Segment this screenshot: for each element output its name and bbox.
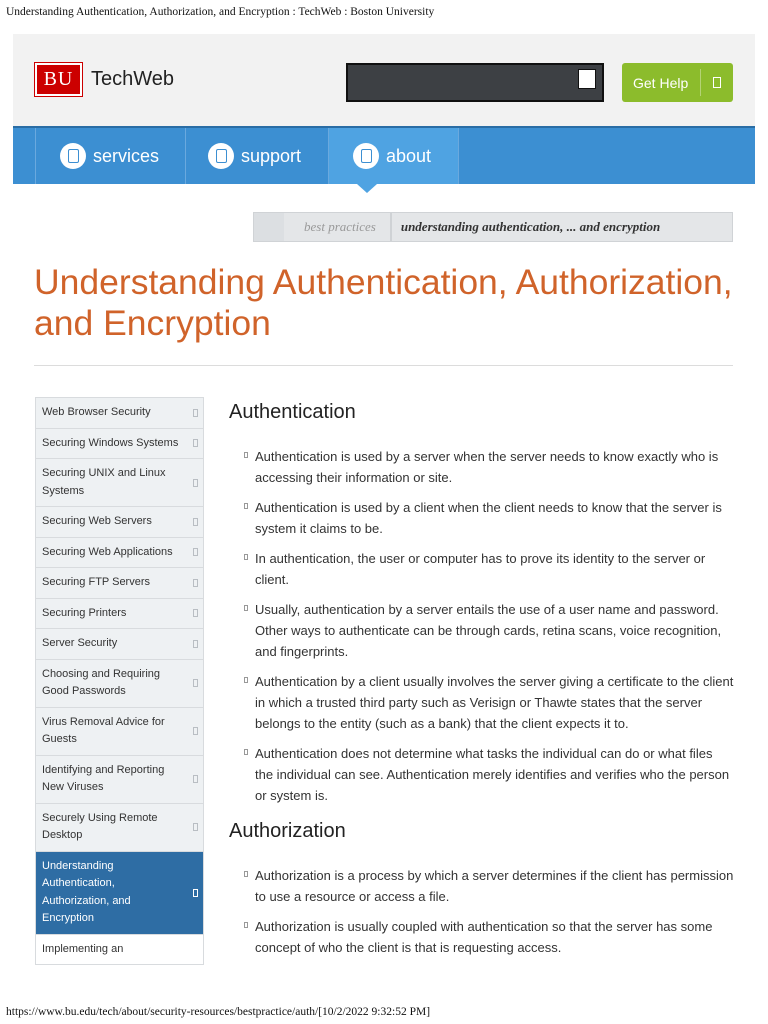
- chevron-right-icon: [193, 889, 198, 897]
- bullet-icon: [244, 871, 248, 877]
- chevron-right-icon: [193, 727, 198, 735]
- page-title: Understanding Authentication, Authorization, and Encryption: [34, 262, 733, 343]
- main-content: [229, 400, 734, 967]
- title-divider: [34, 365, 733, 366]
- support-icon: [208, 143, 234, 169]
- breadcrumb-home[interactable]: [254, 213, 284, 241]
- bullet-icon: [244, 749, 248, 755]
- chevron-right-icon: [193, 775, 198, 783]
- chevron-right-icon: [193, 479, 198, 487]
- sidebar-item-label: Server Security: [42, 637, 118, 649]
- get-help-button[interactable]: [622, 63, 733, 102]
- authentication-list: [229, 446, 734, 806]
- nav-services[interactable]: [35, 128, 186, 184]
- chevron-right-icon: [193, 439, 198, 447]
- sidebar-item-label: Virus Removal Advice for Guests: [42, 715, 165, 745]
- sidebar-item-label: Securing Web Applications: [42, 545, 173, 558]
- list-item: [229, 865, 734, 907]
- chevron-right-icon: [193, 609, 198, 617]
- heading-authentication: Authentication: [229, 401, 356, 423]
- sidebar-nav: [35, 397, 204, 965]
- sidebar-item-remote-desktop[interactable]: [36, 804, 203, 852]
- chevron-right-icon: [193, 823, 198, 831]
- sidebar-item-label: Securing Printers: [42, 606, 127, 619]
- bullet-icon: [244, 452, 248, 458]
- breadcrumb: [253, 212, 733, 242]
- sidebar-item-label: Understanding Authentication, Authorization, and Encryption: [42, 859, 131, 924]
- active-nav-pointer: [357, 184, 377, 193]
- nav-about[interactable]: [329, 128, 459, 184]
- sidebar-item-label: Identifying and Reporting New Viruses: [42, 763, 165, 793]
- sidebar-item-securing-ftp-servers[interactable]: [36, 568, 203, 599]
- sidebar-item-label: Securing UNIX and Linux Systems: [42, 467, 166, 497]
- sidebar-item-good-passwords[interactable]: [36, 660, 203, 708]
- about-icon: [353, 143, 379, 169]
- chevron-right-icon: [193, 518, 198, 526]
- sidebar-item-securing-printers[interactable]: [36, 599, 203, 630]
- chevron-right-icon: [193, 640, 198, 648]
- sidebar-item-securing-unix-linux[interactable]: [36, 459, 203, 507]
- help-icon: [713, 77, 721, 88]
- bullet-icon: [244, 605, 248, 611]
- search-input[interactable]: [346, 63, 604, 102]
- list-item-text: Authentication by a client usually involves the server giving a certificate to the client in which a trusted third party such as Verisign or Thawte states that the server belongs to the entity (such as a bank) that the client expects it to.: [255, 674, 734, 731]
- breadcrumb-current: understanding authentication, ... and encryption: [400, 219, 661, 234]
- site-name: TechWeb: [91, 68, 175, 90]
- heading-authorization: Authorization: [229, 820, 346, 842]
- chevron-right-icon: [193, 548, 198, 556]
- sidebar-item-label: Implementing an: [42, 942, 124, 955]
- sidebar-item-web-browser-security[interactable]: [36, 398, 203, 429]
- sidebar-item-reporting-viruses[interactable]: [36, 756, 203, 804]
- bu-logo: BU: [35, 63, 82, 96]
- chevron-right-icon: [193, 409, 198, 417]
- print-header: Understanding Authentication, Authorization, and Encryption : TechWeb : Boston University: [6, 6, 435, 18]
- masthead: [13, 34, 755, 126]
- list-item: [229, 497, 734, 539]
- list-item-text: In authentication, the user or computer has to prove its identity to the server or client.: [255, 551, 706, 587]
- chevron-right-icon: [193, 579, 198, 587]
- print-footer: https://www.bu.edu/tech/about/security-resources/bestpractice/auth/[10/2/2022 9:32:52 PM]: [6, 1006, 431, 1018]
- breadcrumb-best-practices[interactable]: best practices: [284, 213, 392, 241]
- chevron-right-icon: [193, 679, 198, 687]
- list-item-text: Authorization is a process by which a server determines if the client has permission to use a resource or access a file.: [255, 868, 734, 904]
- list-item-text: Authorization is usually coupled with authentication so that the server has some concept of who the client is that is requesting access.: [255, 919, 713, 955]
- list-item-text: Authentication does not determine what tasks the individual can do or what files the individual can see. Authentication merely identifies and verifies who the person or system is.: [255, 746, 730, 803]
- nav-about-label: about: [386, 145, 432, 166]
- sidebar-item-server-security[interactable]: [36, 629, 203, 660]
- nav-support[interactable]: [186, 128, 329, 184]
- sidebar-item-securing-web-applications[interactable]: [36, 538, 203, 569]
- bullet-icon: [244, 554, 248, 560]
- main-nav: [13, 126, 755, 184]
- list-item-text: Authentication is used by a client when the client needs to know that the server is system it claims to be.: [255, 500, 722, 536]
- sidebar-item-label: Securing Windows Systems: [42, 436, 179, 449]
- nav-services-label: services: [93, 145, 160, 166]
- list-item: [229, 599, 734, 662]
- sidebar-item-virus-removal[interactable]: [36, 708, 203, 756]
- list-item: [229, 916, 734, 958]
- bullet-icon: [244, 922, 248, 928]
- list-item: [229, 671, 734, 734]
- sidebar-item-implementing[interactable]: [36, 935, 203, 965]
- sidebar-item-label: Web Browser Security: [42, 406, 151, 418]
- sidebar-item-authentication-active[interactable]: [36, 852, 203, 935]
- sidebar-item-securing-windows-systems[interactable]: [36, 429, 203, 460]
- list-item: [229, 548, 734, 590]
- sidebar-item-securing-web-servers[interactable]: [36, 507, 203, 538]
- sidebar-item-label: Securing FTP Servers: [42, 576, 151, 588]
- services-icon: [60, 143, 86, 169]
- bullet-icon: [244, 503, 248, 509]
- page: [13, 34, 755, 980]
- list-item: [229, 446, 734, 488]
- list-item: [229, 743, 734, 806]
- sidebar-item-label: Securing Web Servers: [42, 515, 152, 527]
- list-item-text: Usually, authentication by a server entails the use of a user name and password. Other ways to authenticate can be through cards, retina scans, voice recognition, and fingerprints.: [255, 602, 722, 659]
- get-help-label: Get Help: [633, 74, 689, 91]
- site-logo[interactable]: [35, 63, 174, 96]
- get-help-divider: [700, 69, 701, 96]
- list-item-text: Authentication is used by a server when the server needs to know exactly who is accessing their information or site.: [255, 449, 719, 485]
- search-button[interactable]: [578, 69, 596, 89]
- sidebar-item-label: Choosing and Requiring Good Passwords: [42, 667, 161, 697]
- authorization-list: [229, 865, 734, 958]
- nav-support-label: support: [241, 145, 302, 166]
- sidebar-item-label: Securely Using Remote Desktop: [42, 811, 158, 841]
- bullet-icon: [244, 677, 248, 683]
